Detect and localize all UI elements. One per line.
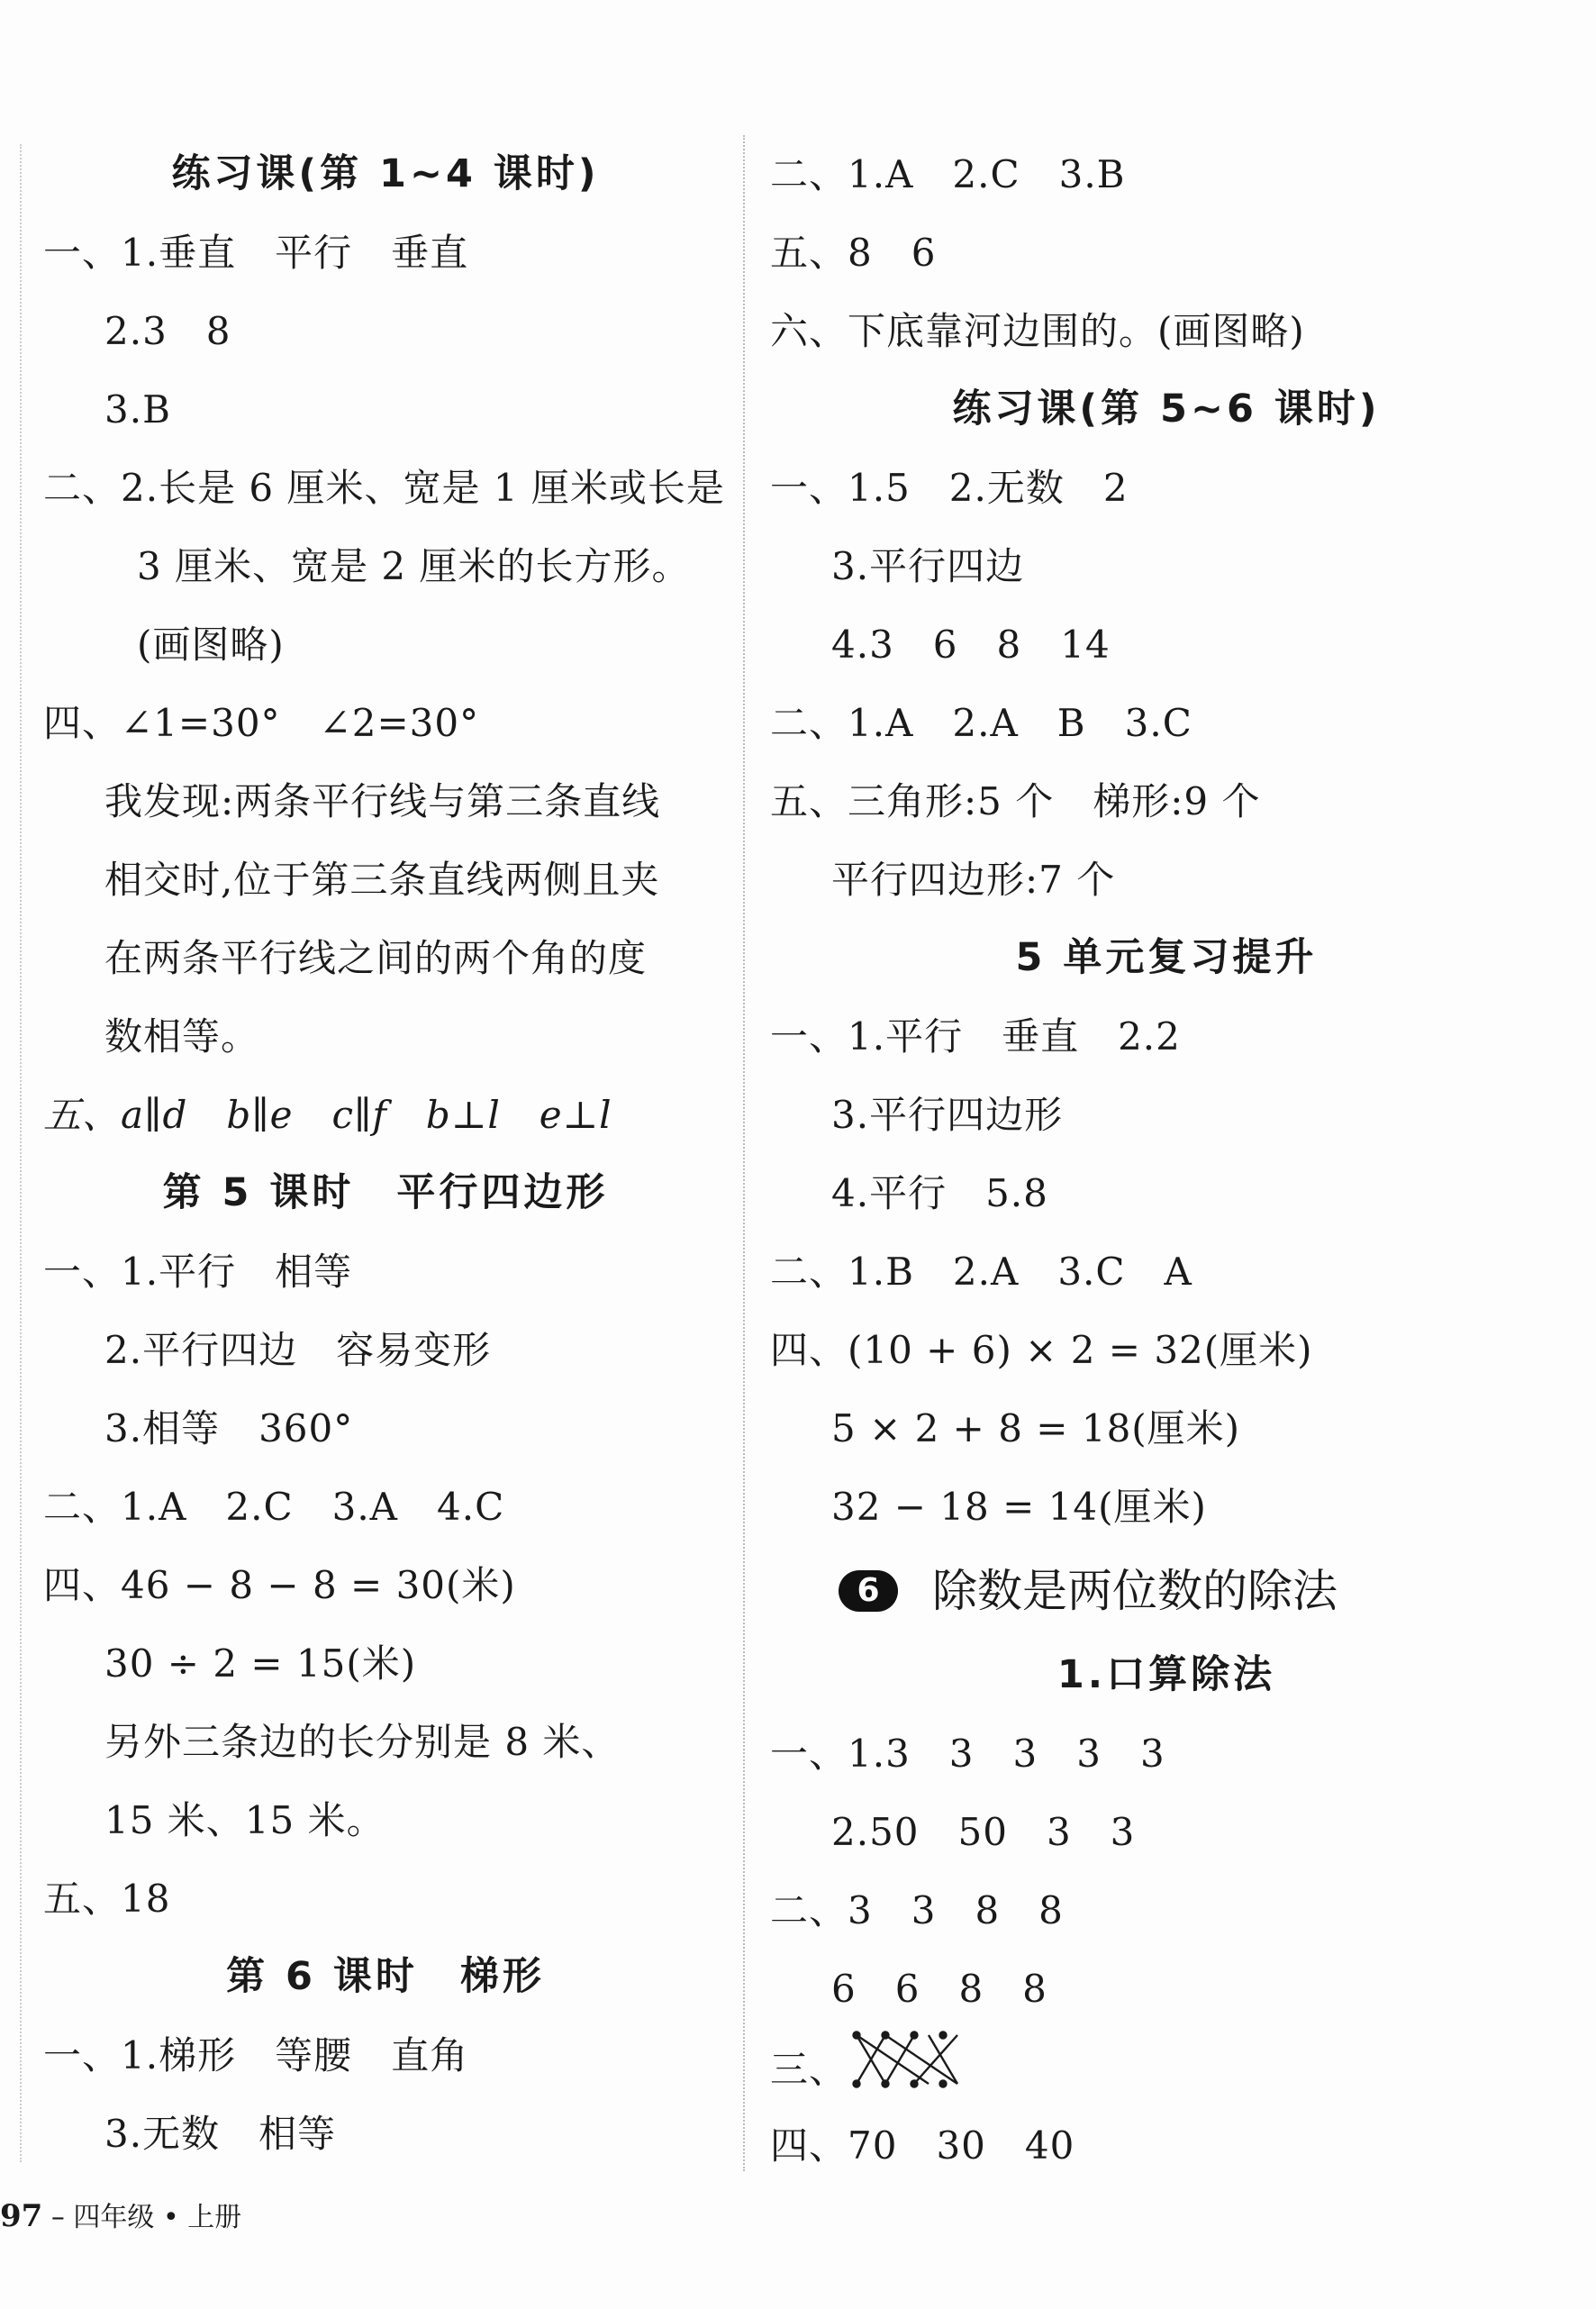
margin-dotted-line bbox=[20, 144, 22, 2162]
answer-line: 五、8 6 bbox=[770, 231, 937, 275]
answer-line: 数相等。 bbox=[104, 1014, 260, 1059]
section-heading-oral-division: 1.口算除法 bbox=[1056, 1652, 1276, 1697]
answer-line: 32 − 18 = 14(厘米) bbox=[831, 1485, 1207, 1529]
answer-line: 2.平行四边 容易变形 bbox=[104, 1328, 492, 1372]
answer-line: 五、a∥d b∥e c∥f b⊥l e⊥l bbox=[43, 1093, 612, 1137]
section-heading-practice-5-6: 练习课(第 5~6 课时) bbox=[952, 386, 1381, 432]
footer-grade: 四年级 • 上册 bbox=[73, 2202, 242, 2233]
column-divider bbox=[743, 135, 745, 2171]
answer-line: 四、46 − 8 − 8 = 30(米) bbox=[43, 1563, 516, 1607]
unit-title-text: 除数是两位数的除法 bbox=[932, 1565, 1338, 1617]
answer-line: 二、1.A 2.C 3.B bbox=[770, 152, 1126, 196]
answer-line: 另外三条边的长分别是 8 米、 bbox=[104, 1720, 621, 1764]
answer-line: 4.3 6 8 14 bbox=[831, 623, 1111, 667]
answer-line: 一、1.5 2.无数 2 bbox=[770, 466, 1129, 510]
answer-line-matching bbox=[770, 2028, 1563, 2106]
answer-line: 4.平行 5.8 bbox=[831, 1171, 1048, 1215]
answer-line: 在两条平行线之间的两个角的度 bbox=[104, 936, 648, 980]
answer-line: 二、1.B 2.A 3.C A bbox=[770, 1250, 1192, 1294]
answer-line: (画图略) bbox=[137, 623, 285, 667]
answer-line: 五、18 bbox=[43, 1877, 171, 1921]
answer-line: 四、70 30 40 bbox=[770, 2123, 1075, 2168]
answer-line: 我发现:两条平行线与第三条直线 bbox=[104, 779, 661, 823]
unit-6-title bbox=[770, 1546, 1563, 1636]
answer-line: 3.无数 相等 bbox=[104, 2112, 337, 2156]
section-heading-lesson-6: 第 6 课时 梯形 bbox=[226, 1954, 545, 1999]
answer-line: 六、下底靠河边围的。(画图略) bbox=[770, 309, 1305, 353]
answer-line: 5 × 2 + 8 = 18(厘米) bbox=[831, 1406, 1241, 1450]
answer-line: 2.3 8 bbox=[104, 309, 231, 353]
answer-line: 二、3 3 8 8 bbox=[770, 1888, 1064, 1932]
answer-line: 五、三角形:5 个 梯形:9 个 bbox=[770, 779, 1261, 823]
answer-line: 3.平行四边形 bbox=[831, 1093, 1064, 1137]
answer-label: 三、 bbox=[770, 2047, 848, 2092]
answer-line: 二、1.A 2.A B 3.C bbox=[770, 701, 1192, 745]
answer-line: 2.50 50 3 3 bbox=[831, 1810, 1136, 1854]
section-heading-unit5-review: 5 单元复习提升 bbox=[1015, 935, 1318, 980]
section-heading-lesson-5: 第 5 课时 平行四边形 bbox=[162, 1170, 609, 1215]
answer-line: 6 6 8 8 bbox=[831, 1967, 1047, 2011]
answer-line: 3.相等 360° bbox=[104, 1406, 354, 1450]
page-footer bbox=[0, 2194, 241, 2239]
answer-line: 一、1.平行 垂直 2.2 bbox=[770, 1014, 1181, 1059]
answer-line: 一、1.垂直 平行 垂直 bbox=[43, 231, 469, 275]
matching-lines-diagram bbox=[849, 2028, 965, 2117]
answer-line: 平行四边形:7 个 bbox=[831, 858, 1116, 902]
footer-dash: – bbox=[42, 2202, 74, 2233]
left-column bbox=[43, 135, 728, 2173]
right-column bbox=[770, 135, 1563, 2185]
section-heading-practice-1-4: 练习课(第 1~4 课时) bbox=[171, 151, 600, 196]
answer-line: 15 米、15 米。 bbox=[104, 1798, 385, 1842]
answer-line: 四、∠1=30° ∠2=30° bbox=[43, 701, 480, 745]
answer-line: 3.平行四边 bbox=[831, 544, 1025, 588]
answer-line: 一、1.3 3 3 3 3 bbox=[770, 1732, 1165, 1776]
answer-line: 二、1.A 2.C 3.A 4.C bbox=[43, 1485, 505, 1529]
answer-line: 一、1.梯形 等腰 直角 bbox=[43, 2033, 469, 2077]
page-number: 97 bbox=[0, 2198, 43, 2234]
answer-line: 30 ÷ 2 = 15(米) bbox=[104, 1641, 417, 1686]
answer-line: 3.B bbox=[104, 387, 171, 432]
answer-line: 相交时,位于第三条直线两侧且夹 bbox=[104, 858, 660, 902]
answer-line: 二、2.长是 6 厘米、宽是 1 厘米或长是 bbox=[43, 466, 725, 510]
answer-line: 一、1.平行 相等 bbox=[43, 1250, 353, 1294]
unit-number-badge: 6 bbox=[839, 1570, 898, 1612]
answer-line: 3 厘米、宽是 2 厘米的长方形。 bbox=[137, 544, 691, 588]
answer-line: 四、(10 + 6) × 2 = 32(厘米) bbox=[770, 1328, 1313, 1372]
